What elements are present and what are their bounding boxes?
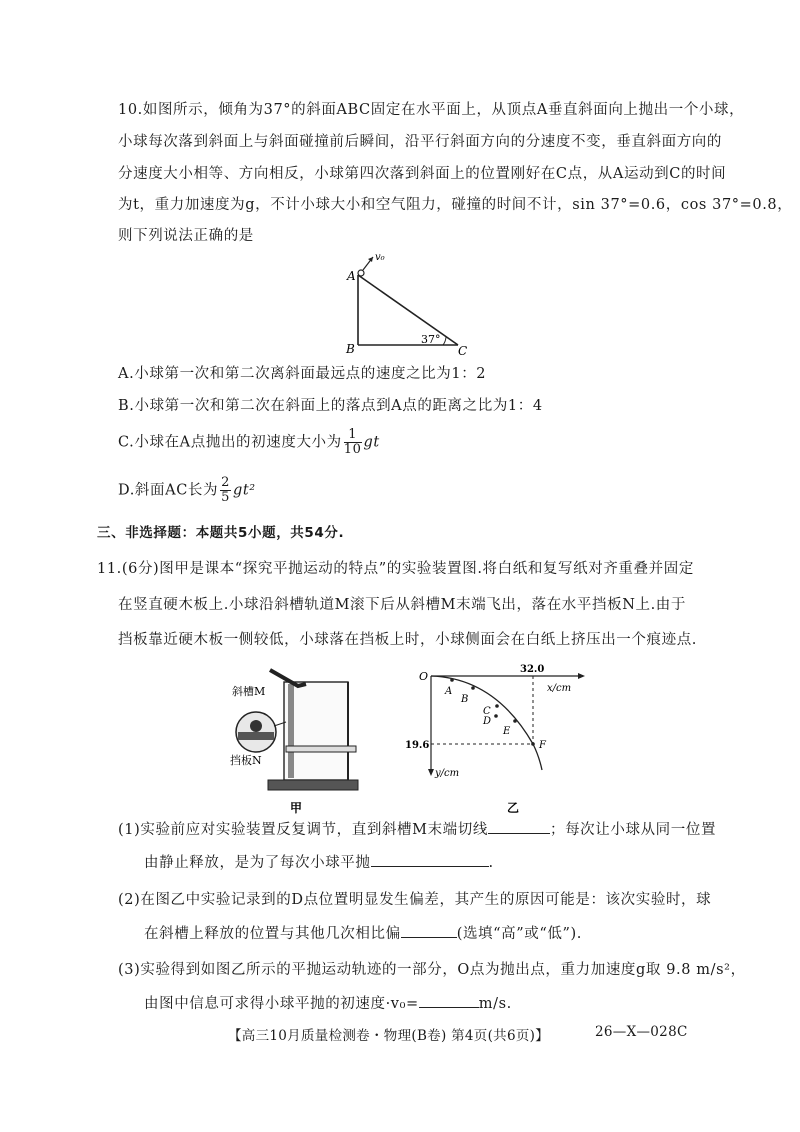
q11-line-2: 在竖直硬木板上.小球沿斜槽轨道M滚下后从斜槽M末端飞出，落在水平挡板N上.由于 <box>118 597 686 613</box>
q10-line-1: 10.如图所示，倾角为37°的斜面ABC固定在水平面上，从顶点A垂直斜面向上抛出一个小球， <box>118 102 745 118</box>
label-point-c: C <box>483 706 491 717</box>
sub1-blank-2[interactable] <box>371 852 489 867</box>
sub2-text-b: 在斜槽上释放的位置与其他几次相比偏 <box>144 926 401 942</box>
q11-sub3-line1: (3)实验得到如图乙所示的平抛运动轨迹的一部分，O点为抛出点，重力加速度g取 9.8 m/s²， <box>118 962 746 978</box>
section3-title: 三、非选择题：本题共5小题，共54分. <box>97 525 345 541</box>
magnifier-detail <box>238 732 274 740</box>
stand-base <box>268 780 358 790</box>
label-point-b: B <box>461 694 469 705</box>
y-axis-arrow <box>428 769 434 776</box>
option-c-denominator: 10 <box>343 442 362 457</box>
q11-line-3: 挡板靠近硬木板一侧较低，小球落在挡板上时，小球侧面会在白纸上挤压出一个痕迹点. <box>118 632 698 648</box>
q10-line-2: 小球每次落到斜面上与斜面碰撞前后瞬间，沿平行斜面方向的分速度不变，垂直斜面方向的 <box>118 134 722 150</box>
q10-option-b: B.小球第一次和第二次在斜面上的落点到A点的距离之比为1：4 <box>118 398 543 414</box>
figure-yi <box>405 662 590 817</box>
q11-sub2-line1: (2)在图乙中实验记录到的D点位置明显发生偏差，其产生的原因可能是：该次实验时，球 <box>118 892 712 908</box>
q10-option-d <box>118 476 256 505</box>
q10-option-c <box>118 428 380 457</box>
label-c: C <box>458 344 468 358</box>
label-point-e: E <box>503 726 511 737</box>
option-c-prefix: C.小球在A点抛出的初速度大小为 <box>118 434 342 451</box>
sub2-blank[interactable] <box>401 923 457 938</box>
label-angle: 37° <box>421 333 441 346</box>
q11-sub1-line2 <box>144 851 494 872</box>
incline-slope-ac <box>358 275 458 345</box>
label-x-value: 32.0 <box>520 664 545 675</box>
sub1-text-c: 由静止释放，是为了每次小球平抛 <box>144 855 371 871</box>
option-c-fraction <box>344 428 362 457</box>
velocity-arrowhead <box>368 257 373 262</box>
q10-line-3: 分速度大小相等、方向相反，小球第四次落到斜面上的位置刚好在C点，从A运动到C的时间 <box>118 166 727 182</box>
point-c <box>495 704 499 708</box>
option-d-suffix: gt² <box>232 482 256 499</box>
option-c-suffix: gt <box>363 434 380 451</box>
angle-arc <box>443 337 446 345</box>
footer-title: 【高三10月质量检测卷・物理(B卷) 第4页(共6页)】 <box>228 1028 550 1044</box>
figure-jia <box>228 662 368 817</box>
q10-option-a: A.小球第一次和第二次离斜面最远点的速度之比为1：2 <box>118 366 487 382</box>
sub1-text-d: . <box>488 855 494 871</box>
label-x-axis: x/cm <box>547 683 572 694</box>
option-d-fraction <box>220 476 231 505</box>
q11-line-1: 11.(6分)图甲是课本“探究平抛运动的特点”的实验装置图.将白纸和复写纸对齐重叠并固定 <box>97 561 694 577</box>
label-b: B <box>346 342 355 356</box>
label-y-axis: y/cm <box>435 768 460 779</box>
label-point-d: D <box>483 716 492 727</box>
label-point-f: F <box>539 740 546 751</box>
incline-figure <box>330 245 480 360</box>
sub1-text-a: (1)实验前应对实验装置反复调节，直到斜槽M末端切线 <box>118 822 488 838</box>
label-origin: O <box>419 670 429 683</box>
label-y-value: 19.6 <box>405 740 430 751</box>
sub1-text-b: ；每次让小球从同一位置 <box>549 822 717 838</box>
q11-sub3-line2 <box>144 992 512 1013</box>
label-chute-m: 斜槽M <box>232 685 266 698</box>
sub3-text-b: 由图中信息可求得小球平抛的初速度·v₀= <box>144 996 419 1012</box>
option-d-prefix: D.斜面AC长为 <box>118 482 219 499</box>
point-b <box>471 686 475 690</box>
point-d <box>494 714 498 718</box>
sub3-text-c: m/s. <box>478 996 512 1012</box>
label-v0: v₀ <box>375 252 385 263</box>
point-f <box>531 742 535 746</box>
sub2-text-c: (选填“高”或“低”). <box>456 926 582 942</box>
caption-jia: 甲 <box>290 801 303 815</box>
option-d-numerator: 2 <box>221 475 230 490</box>
baffle-n <box>286 746 356 752</box>
footer-code: 26—X—028C <box>595 1024 688 1040</box>
sub1-blank-1[interactable] <box>488 819 550 834</box>
point-e <box>513 719 517 723</box>
q10-line-4: 为t，重力加速度为g，不计小球大小和空气阻力，碰撞的时间不计，sin 37°=0.6，cos 37°=0.8， <box>118 197 793 213</box>
q10-line-5: 则下列说法正确的是 <box>118 228 254 244</box>
option-d-denominator: 5 <box>221 490 230 505</box>
caption-yi: 乙 <box>507 801 520 815</box>
point-a <box>450 678 454 682</box>
q11-sub2-line2 <box>144 922 582 943</box>
option-c-numerator: 1 <box>344 428 362 443</box>
ball <box>358 270 364 276</box>
label-point-a: A <box>445 686 453 697</box>
label-baffle-n: 挡板N <box>230 754 262 767</box>
board-edge <box>288 684 294 778</box>
label-a: A <box>347 269 356 283</box>
magnifier-ball <box>250 720 262 732</box>
q11-sub1-line1 <box>118 818 716 839</box>
x-axis-arrow <box>578 673 585 679</box>
sub3-blank[interactable] <box>419 993 479 1008</box>
